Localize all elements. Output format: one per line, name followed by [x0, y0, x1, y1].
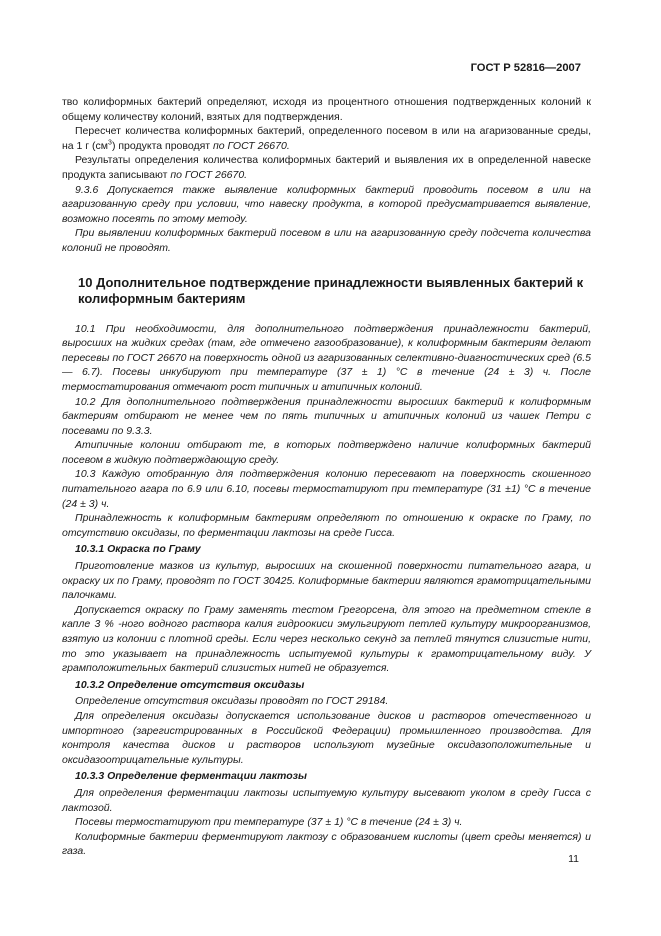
paragraph-results: Результаты определения количества колиформных бактерий и выявления их в определенной навеске продукта записывают по ГОСТ 26670. — [62, 154, 591, 181]
subsection-title-10-3-1: 10.3.1 Окраска по Граму — [75, 543, 201, 556]
section-title-10: 10 Дополнительное подтверждение принадлежности выявленных бактерий к колиформным бактериям — [78, 274, 584, 307]
paragraph-recalculation: Пересчет количества колиформных бактерий, определенного посевом в или на агаризованные среды, на 1 г $(см^3)$ продукта проводят по ГОСТ 26670. — [62, 125, 591, 152]
paragraph-lactose-inoculation: Для определения ферментации лактозы испытуемую культуру высевают уколом в среду Гисса с лактозой. — [62, 786, 591, 814]
subsection-title-10-3-2: 10.3.2 Определение отсутствия оксидазы — [75, 678, 305, 691]
paragraph-10-3: 10.3 Каждую отобранную для подтверждения колонию пересевают на поверхность скошенного питательного агара по 6.9 или 6.10, посевы термостатируют при температуре (31 ±1) °С в течение (24 ± 3) ч. — [62, 468, 591, 510]
paragraph-no-count: При выявлении колиформных бактерий посевом в или на агаризованную среду подсчета количества колоний не проводят. — [62, 227, 591, 254]
paragraph-gram-smear: Приготовление мазков из культур, выросших на скошенной поверхности питательного агара, и окраску их по Граму, проводят по ГОСТ 30425. Колиформные бактерии являются грамотрицательными палочками. — [62, 560, 591, 602]
paragraph-gregersen: Допускается окраску по Граму заменять тестом Грегорсена, для этого на предметном стекле в капле 3 % -ного водного раствора калия гидроокиси эмульгируют петлей культуру микроорганизмов, взятую из колонии с плотной среды. Если через несколько секунд за петлей тянутся слизистые нити, то это указывает на принадлежность испытуемой культуры к грамотрицательному виду. У грамположительных бактерий слизистых нитей не образуется. — [62, 603, 591, 675]
paragraph-oxidase-method: Определение отсутствия оксидазы проводят по ГОСТ 29184. — [75, 695, 389, 708]
paragraph-affiliation: Принадлежность к колиформным бактериям определяют по отношению к окраске по Граму, по отсутствию оксидазы, по ферментации лактозы на среде Гисса. — [62, 512, 591, 539]
document-standard-number: ГОСТ Р 52816—2007 — [470, 62, 581, 74]
paragraph-oxidase-discs: Для определения оксидазы допускается использование дисков и растворов отечественного и импортного (зарегистрированных в Российской Федерации) промышленного производства. Для контроля качества дисков и растворов используют музейные оксидазоположительные и оксидазоотрицательные культуры. — [62, 709, 591, 766]
subsection-title-10-3-3: 10.3.3 Определение ферментации лактозы — [75, 770, 307, 783]
paragraph-atypical: Атипичные колонии отбирают те, в которых подтверждено наличие колиформных бактерий посевом в жидкую подтверждающую среду. — [62, 439, 591, 466]
paragraph-9-3-6: 9.3.6 Допускается также выявление колиформных бактерий проводить посевом в или на агаризованную среду при условии, что навеску продукта, в которой предусматривается выявление, возможно посеять по этому методу. — [62, 183, 591, 225]
paragraph-lactose-result: Колиформные бактерии ферментируют лактозу с образованием кислоты (цвет среды меняется) и газа. — [62, 830, 591, 858]
paragraph-lactose-incubation: Посевы термостатируют при температуре (37 ± 1) °С в течение (24 ± 3) ч. — [75, 816, 463, 829]
page-content — [62, 95, 591, 859]
paragraph-10-2: 10.2 Для дополнительного подтверждения принадлежности выросших бактерий к колиформным бактериям отбирают не менее чем по пять типичных и атипичных колоний из чашек Петри с посевами по 9.3.3. — [62, 395, 591, 437]
paragraph-10-1: 10.1 При необходимости, для дополнительного подтверждения принадлежности бактерий, выросших на жидких средах (там, где отмечено газообразование), к колиформным бактериям делают пересевы по ГОСТ 26670 на поверхность одной из агаризованных селективно-диагностических сред (6.5 — 6.7). Посевы инкубируют при температуре (37 ± 1) °С в течение (24 ± 3) ч. После термостатирования отмечают рост типичных и атипичных колоний. — [62, 322, 591, 393]
paragraph-continuation: тво колиформных бактерий определяют, исходя из процентного отношения подтвержденных колоний к общему количеству колоний, взятых для подтверждения. — [62, 96, 591, 123]
page-number: 11 — [568, 853, 579, 865]
